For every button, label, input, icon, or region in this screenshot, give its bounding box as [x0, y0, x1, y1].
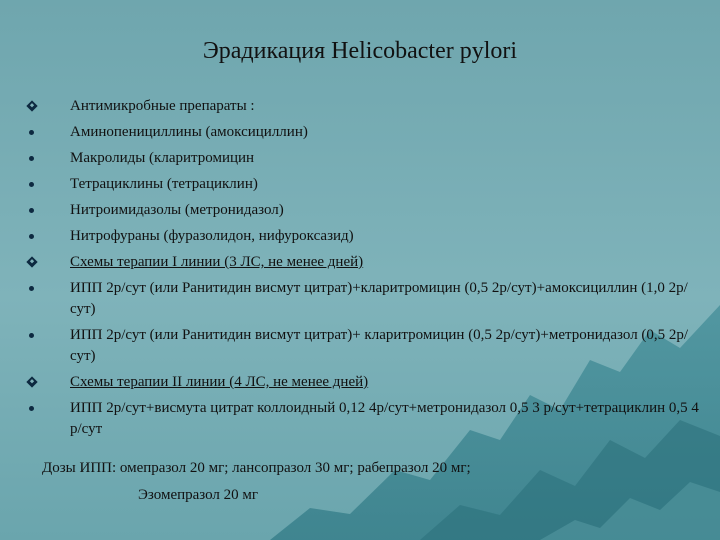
list-item-text: Тетрациклины (тетрациклин) [70, 176, 258, 192]
bullet-marker [22, 226, 70, 247]
list-item [22, 398, 702, 440]
list-item [22, 122, 702, 143]
dot-bullet-icon [29, 234, 34, 239]
bullet-marker [22, 278, 70, 299]
list-item [22, 252, 702, 273]
bullet-marker [22, 148, 70, 169]
bullet-marker [22, 252, 70, 273]
slide-title: Эрадикация Helicobacter pylori [202, 38, 518, 64]
list-item-text: Нитроимидазолы (метронидазол) [70, 202, 284, 218]
bullet-marker [22, 96, 70, 117]
dot-bullet-icon [29, 286, 34, 291]
diamond-bullet-icon [26, 376, 37, 387]
list-item [22, 278, 702, 320]
list-item-text: Антимикробные препараты : [70, 98, 255, 114]
dot-bullet-icon [29, 156, 34, 161]
list-item-text: Схемы терапии II линии (4 ЛС, не менее дней) [70, 374, 369, 390]
list-item [22, 96, 702, 117]
ppi-doses-line: Дозы ИПП: омепразол 20 мг; лансопразол 30 мг; рабепразол 20 мг; [42, 460, 471, 476]
dot-bullet-icon [29, 406, 34, 411]
bullet-marker [22, 174, 70, 195]
bullet-marker [22, 122, 70, 143]
list-item-text: ИПП 2р/сут+висмута цитрат коллоидный 0,12 4р/сут+метронидазол 0,5 3 р/сут+тетрациклин 0,5 4 р/сут [70, 400, 699, 437]
ppi-doses-line-continued: Эзомепразол 20 мг [138, 487, 259, 503]
list-item [22, 148, 702, 169]
list-item-text: Макролиды (кларитромицин [70, 150, 255, 166]
dot-bullet-icon [29, 208, 34, 213]
list-item-text: Нитрофураны (фуразолидон, нифуроксазид) [70, 228, 354, 244]
list-item [22, 200, 702, 221]
list-item-text: Схемы терапии I линии (3 ЛС, не менее дней) [70, 254, 364, 270]
list-item [22, 372, 702, 393]
bullet-list [22, 96, 702, 445]
list-item-text: Аминопенициллины (амоксициллин) [70, 124, 308, 140]
bullet-marker [22, 398, 70, 419]
list-item [22, 325, 702, 367]
dot-bullet-icon [29, 333, 34, 338]
diamond-bullet-icon [26, 256, 37, 267]
list-item-text: ИПП 2р/сут (или Ранитидин висмут цитрат)+ кларитромицин (0,5 2р/сут)+метронидазол (0,5 2р/сут) [70, 327, 689, 364]
dot-bullet-icon [29, 182, 34, 187]
bullet-marker [22, 200, 70, 221]
dot-bullet-icon [29, 130, 34, 135]
bullet-marker [22, 325, 70, 346]
list-item [22, 226, 702, 247]
diamond-bullet-icon [26, 100, 37, 111]
bullet-marker [22, 372, 70, 393]
list-item-text: ИПП 2р/сут (или Ранитидин висмут цитрат)+кларитромицин (0,5 2р/сут)+амоксициллин (1,0 2р/сут) [70, 280, 688, 317]
list-item [22, 174, 702, 195]
